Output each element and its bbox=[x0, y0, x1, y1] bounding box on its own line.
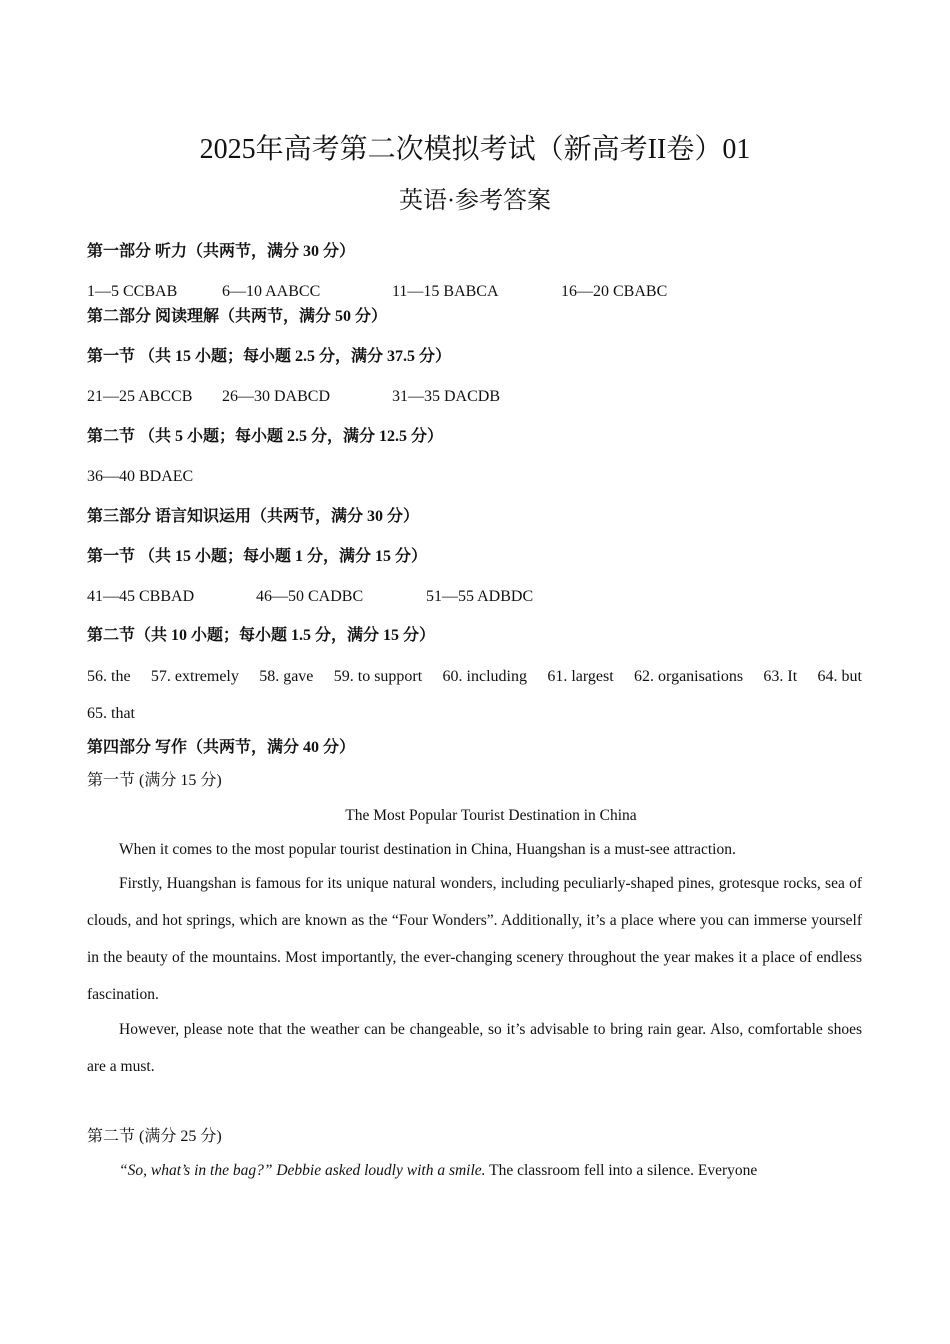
part4-section1-heading: 第一节 (满分 15 分) bbox=[87, 772, 222, 789]
grammar-answer: 64. but bbox=[817, 668, 862, 685]
grammar-answer: 57. extremely bbox=[150, 668, 239, 685]
answer-group: 41—45 CBBAD bbox=[87, 588, 195, 605]
grammar-answer: 56. the bbox=[87, 668, 131, 685]
grammar-answer: 60. including bbox=[442, 668, 527, 685]
part2-section1-heading: 第一节 （共 15 小题；每小题 2.5 分，满分 37.5 分） bbox=[87, 348, 452, 365]
answer-group: 31—35 DACDB bbox=[392, 388, 501, 405]
part1-heading: 第一部分 听力（共两节，满分 30 分） bbox=[87, 243, 356, 260]
part2-heading: 第二部分 阅读理解（共两节，满分 50 分） bbox=[87, 308, 388, 325]
essay-paragraph: Firstly, Huangshan is famous for its unique natural wonders, including peculiarly-shaped pines, grotesque rocks, sea of clouds, and hot springs, which are known as the “Four Wonders”. Additionally, it’s a place where you can immerse yourself in the beauty of the mountains. Most importantly, the ever-changing scenery throughout the year makes it a place of endless fascination. bbox=[87, 875, 862, 1003]
part3-heading: 第三部分 语言知识运用（共两节，满分 30 分） bbox=[87, 508, 420, 525]
answer-group: 16—20 CBABC bbox=[561, 283, 668, 300]
grammar-answer: 65. that bbox=[87, 705, 135, 722]
answer-group: 51—55 ADBDC bbox=[426, 588, 534, 605]
part4-heading: 第四部分 写作（共两节，满分 40 分） bbox=[87, 739, 356, 756]
continuation-text: The classroom fell into a silence. Everyone bbox=[485, 1162, 758, 1179]
answer-group: 6—10 AABCC bbox=[222, 283, 321, 300]
answer-group: 26—30 DABCD bbox=[222, 388, 331, 405]
grammar-answer: 63. It bbox=[763, 668, 798, 685]
grammar-answer: 59. to support bbox=[333, 668, 423, 685]
part2-section2-heading: 第二节 （共 5 小题；每小题 2.5 分，满分 12.5 分） bbox=[87, 428, 444, 445]
italic-lead-sentence: “So, what’s in the bag?” Debbie asked loudly with a smile. bbox=[119, 1162, 486, 1179]
answer-group: 1—5 CCBAB bbox=[87, 283, 178, 300]
grammar-answer: 61. largest bbox=[547, 668, 614, 685]
answer-group: 11—15 BABCA bbox=[392, 283, 499, 300]
answer-group: 21—25 ABCCB bbox=[87, 388, 193, 405]
grammar-answer: 62. organisations bbox=[634, 668, 744, 685]
grammar-answers-row bbox=[87, 666, 862, 688]
part3-section2-heading: 第二节（共 10 小题；每小题 1.5 分，满分 15 分） bbox=[87, 627, 436, 644]
part3-section1-heading: 第一节 （共 15 小题；每小题 1 分，满分 15 分） bbox=[87, 548, 428, 565]
page-subtitle: 英语·参考答案 bbox=[399, 188, 551, 214]
essay-paragraph: When it comes to the most popular tourist destination in China, Huangshan is a must-see attraction. bbox=[119, 841, 736, 858]
page-title: 2025年高考第二次模拟考试（新高考II卷）01 bbox=[199, 134, 751, 165]
part4-section2-heading: 第二节 (满分 25 分) bbox=[87, 1128, 222, 1145]
answer-group: 46—50 CADBC bbox=[256, 588, 364, 605]
continuation-paragraph bbox=[87, 1152, 862, 1189]
essay-title: The Most Popular Tourist Destination in China bbox=[345, 807, 637, 824]
answer-group: 36—40 BDAEC bbox=[87, 468, 194, 485]
grammar-answer: 58. gave bbox=[259, 668, 314, 685]
essay-paragraph: However, please note that the weather can be changeable, so it’s advisable to bring rain gear. Also, comfortable shoes are a must. bbox=[87, 1021, 862, 1075]
